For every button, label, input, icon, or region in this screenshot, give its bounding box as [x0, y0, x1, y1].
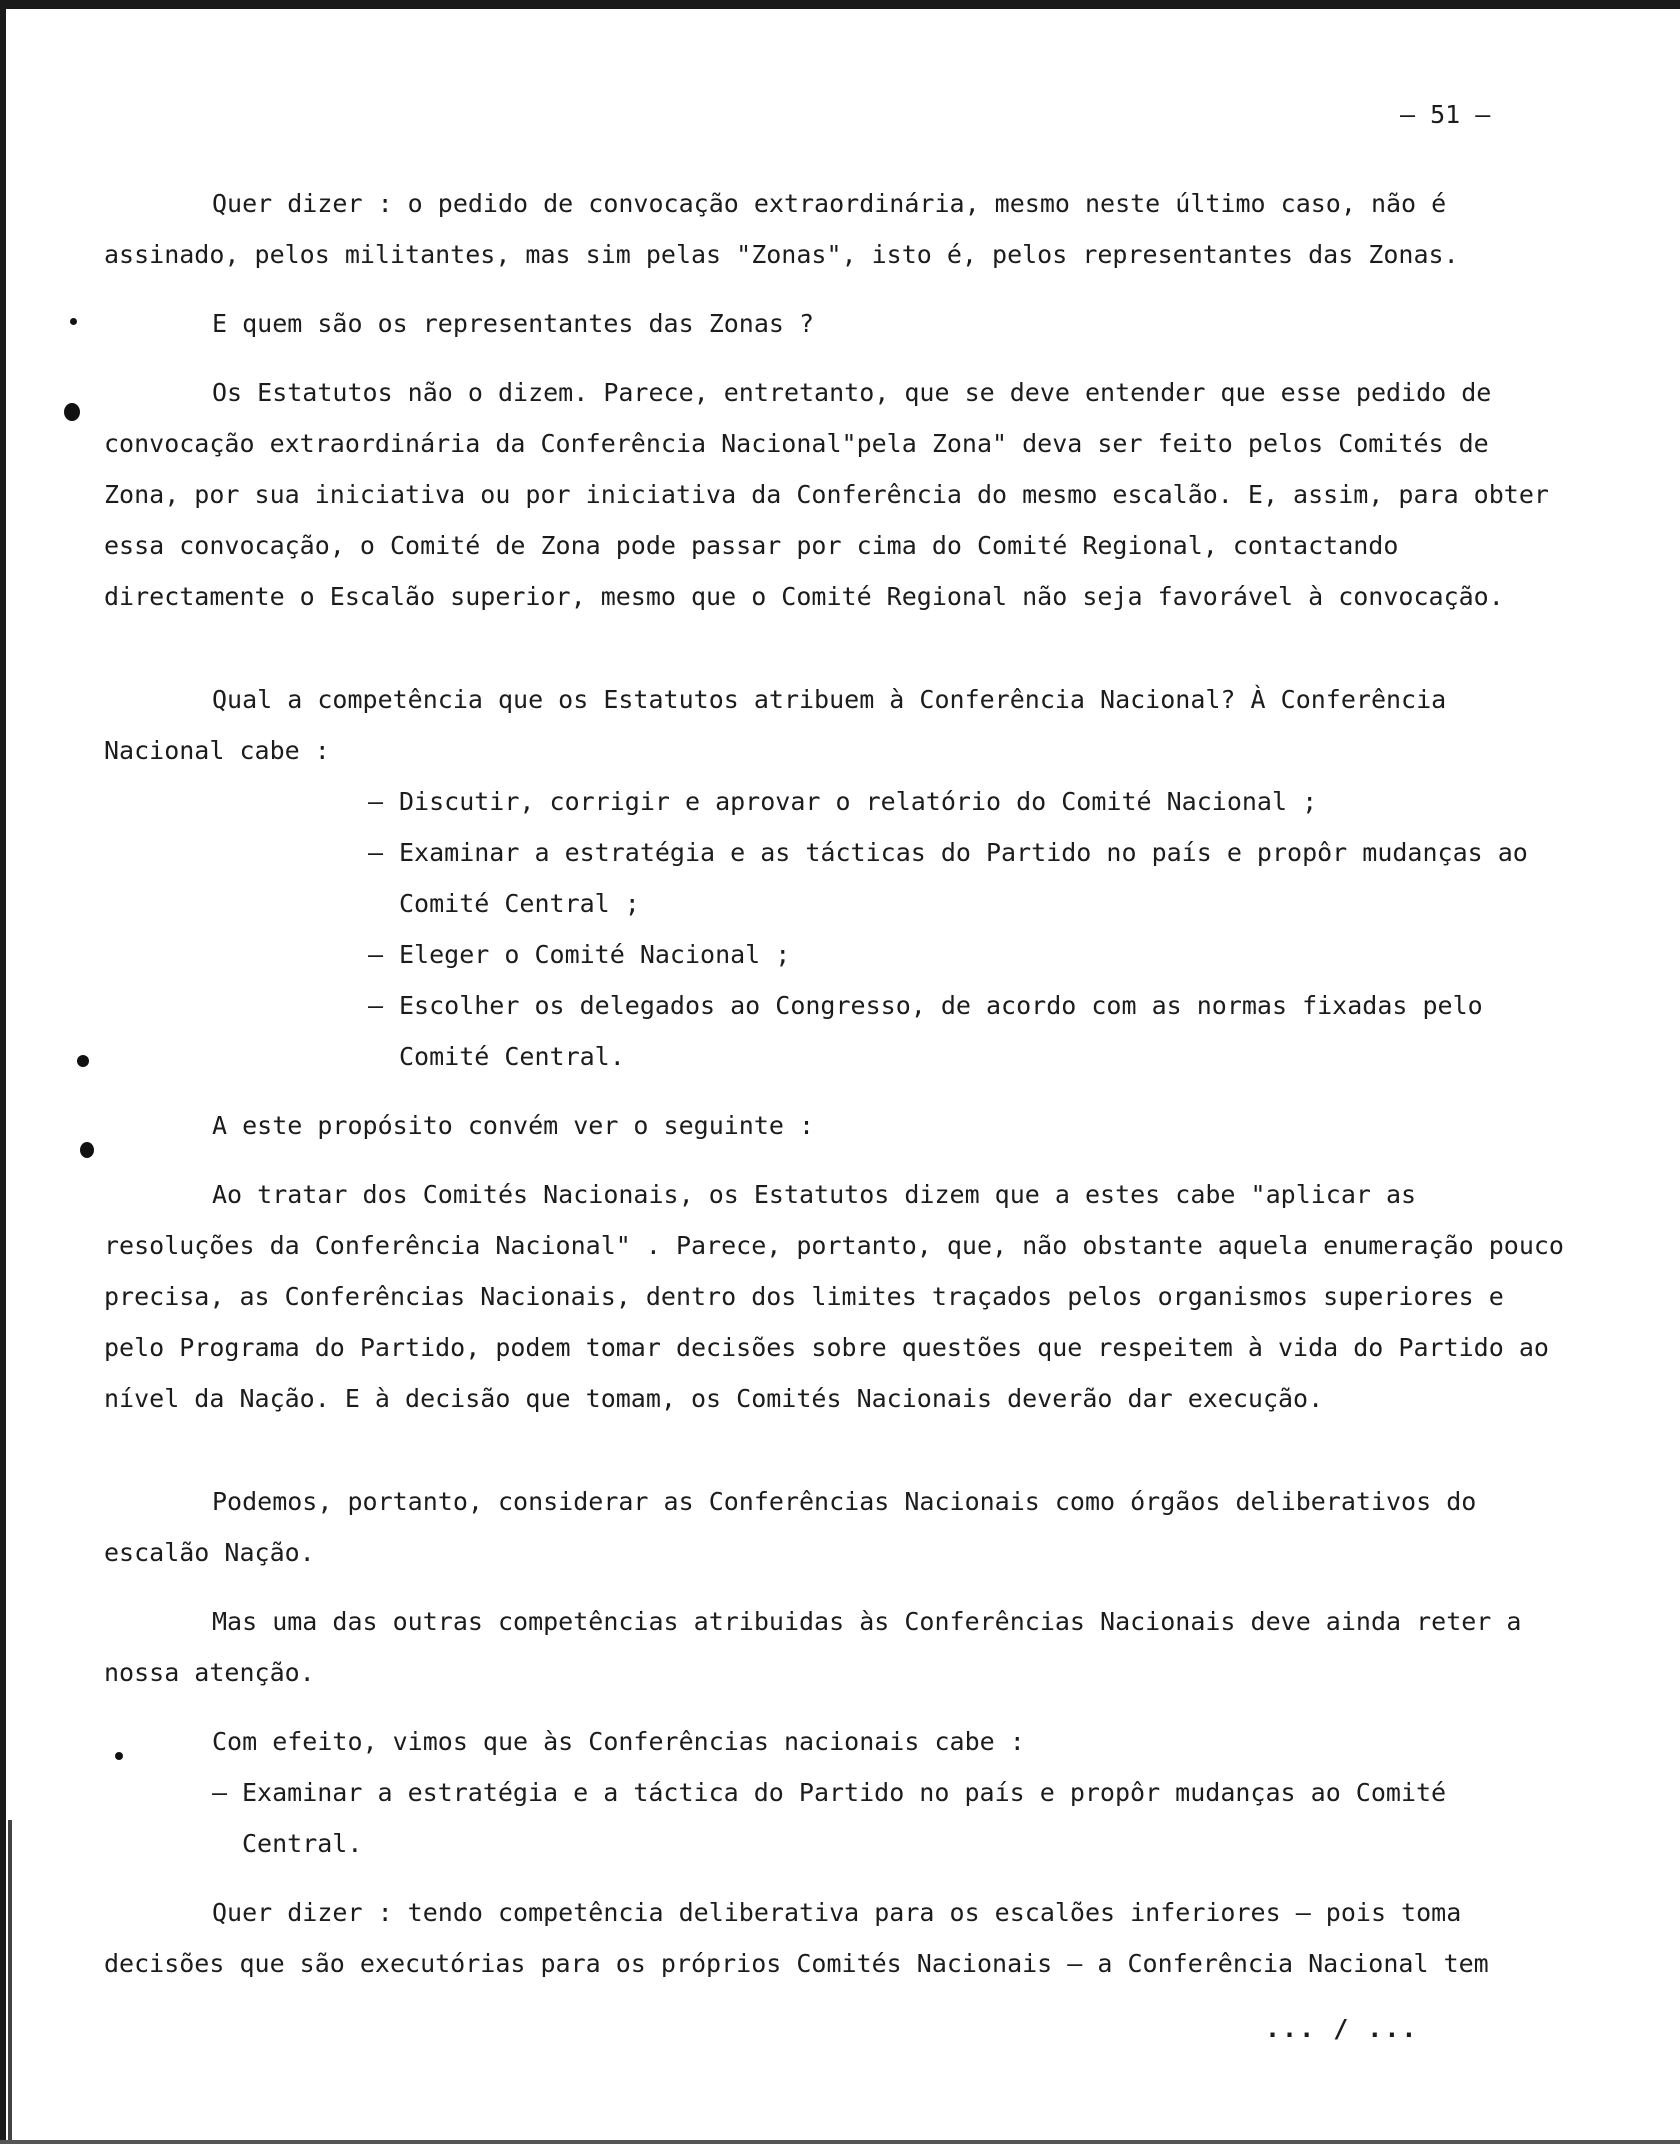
efeito-list — [104, 1767, 1564, 1869]
paragraph: Mas uma das outras competências atribuidas às Conferências Nacionais deve ainda reter a nossa atenção. — [104, 1607, 1522, 1687]
punch-mark — [70, 318, 77, 325]
paragraph: Ao tratar dos Comités Nacionais, os Estatutos dizem que a estes cabe "aplicar as resoluções da Conferência Nacional" . Parece, portanto, que, não obstante aquela enumeração pouco precisa, as Conferências Nacionais, dentro dos limites traçados pelos organismos superiores e pelo Programa do Partido, podem tomar decisões sobre questões que respeitem à vida do Partido ao nível da Nação. E à decisão que tomam, os Comités Nacionais deverão dar execução. — [104, 1180, 1564, 1413]
main-text — [104, 178, 1564, 1989]
punch-hole — [64, 403, 80, 421]
paragraph: A este propósito convém ver o seguinte : — [212, 1111, 815, 1140]
paragraph: E quem são os representantes das Zonas ? — [212, 309, 815, 338]
paragraph: Podemos, portanto, considerar as Conferências Nacionais como órgãos deliberativos do escalão Nação. — [104, 1487, 1477, 1567]
paragraph: Quer dizer : o pedido de convocação extraordinária, mesmo neste último caso, não é assinado, pelos militantes, mas sim pelas "Zonas", isto é, pelos representantes das Zonas. — [104, 189, 1459, 269]
continuation-mark: ... / ... — [1265, 2014, 1419, 2043]
scan-edge-top — [0, 0, 1680, 9]
paragraph: Quer dizer : tendo competência deliberativa para os escalões inferiores – pois toma decisões que são executórias para os próprios Comités Nacionais – a Conferência Nacional tem — [104, 1898, 1489, 1978]
scan-edge-left-shadow — [8, 1820, 12, 2144]
list-item: – Discutir, corrigir e aprovar o relatório do Comité Nacional ; — [368, 787, 1318, 816]
list-item: – Examinar a estratégia e as tácticas do Partido no país e propôr mudanças ao Comité Central ; — [368, 838, 1528, 918]
list-item: – Eleger o Comité Nacional ; — [368, 940, 791, 969]
list-item: – Examinar a estratégia e a táctica do Partido no país e propôr mudanças ao Comité Central. — [212, 1778, 1447, 1858]
competencias-list — [104, 776, 1564, 1082]
punch-hole — [80, 1142, 94, 1158]
page-number: – 51 – — [1400, 100, 1491, 129]
paragraph: Os Estatutos não o dizem. Parece, entretanto, que se deve entender que esse pedido de convocação extraordinária da Conferência Nacional"pela Zona" deva ser feito pelos Comités de Zona, por sua iniciativa ou por iniciativa da Conferência do mesmo escalão. E, assim, para obter essa convocação, o Comité de Zona pode passar por cima do Comité Regional, contactando directamente o Escalão superior, mesmo que o Comité Regional não seja favorável à convocação. — [104, 378, 1549, 611]
scan-edge-left — [0, 0, 6, 2144]
scan-edge-bottom — [0, 2140, 1680, 2144]
list-item: – Escolher os delegados ao Congresso, de acordo com as normas fixadas pelo Comité Central. — [368, 991, 1483, 1071]
paragraph: Com efeito, vimos que às Conferências nacionais cabe : — [212, 1727, 1025, 1756]
paragraph: Qual a competência que os Estatutos atribuem à Conferência Nacional? À Conferência Nacional cabe : — [104, 685, 1447, 765]
punch-hole — [77, 1055, 89, 1067]
